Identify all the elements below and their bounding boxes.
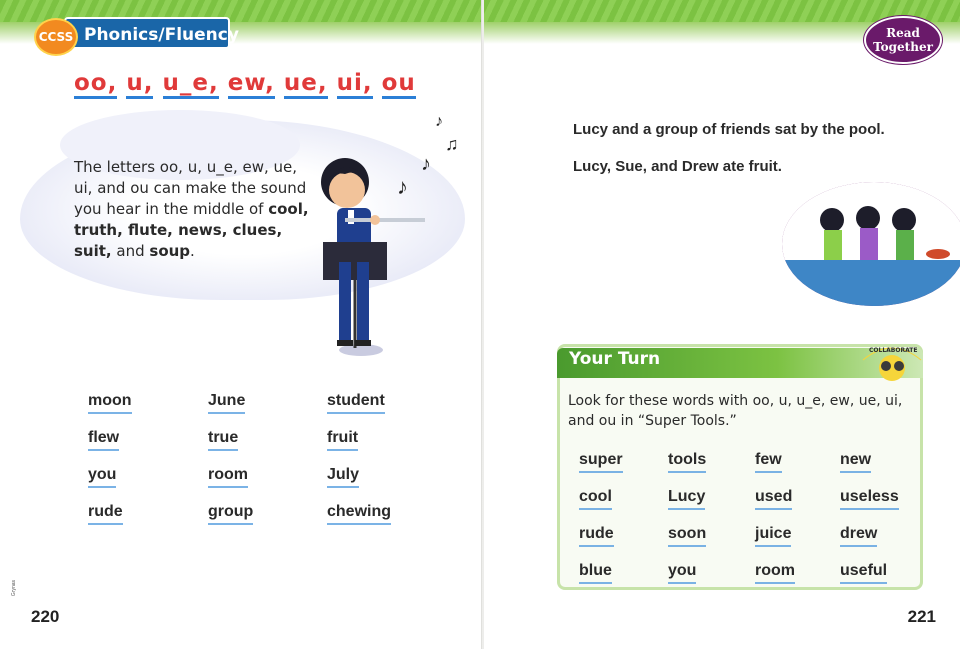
pattern-ui: ui, — [337, 70, 373, 99]
section-tag: Phonics/Fluency — [64, 17, 230, 49]
word-item: flew — [88, 429, 120, 446]
children-by-pool-illustration — [782, 180, 960, 308]
word-item: new — [840, 451, 872, 468]
side-caption: Grynas — [11, 579, 18, 597]
word-item: you — [88, 466, 117, 483]
word-item: super — [579, 451, 623, 468]
word-item: juice — [755, 525, 792, 542]
word-item: moon — [88, 392, 132, 409]
collaborate-badge — [859, 338, 925, 382]
word-item: rude — [88, 503, 123, 520]
word-item: rude — [579, 525, 614, 542]
your-turn-box — [557, 344, 923, 590]
word-item: drew — [840, 525, 878, 542]
word-item: tools — [668, 451, 707, 468]
word-item: June — [208, 392, 246, 409]
pattern-ue: ue, — [284, 70, 328, 99]
pattern-u-e: u_e, — [163, 70, 219, 99]
word-item: student — [327, 392, 385, 409]
word-item: group — [208, 503, 254, 520]
your-turn-title: Your Turn — [569, 349, 661, 369]
collaborate-label: COLLABORATE — [869, 347, 918, 354]
pattern-u: u, — [126, 70, 153, 99]
sentence-2: Lucy, Sue, and Drew ate fruit. — [573, 158, 782, 175]
svg-text:♪: ♪ — [435, 113, 443, 130]
svg-text:♪: ♪ — [421, 153, 431, 175]
sentence-1: Lucy and a group of friends sat by the pool. — [573, 121, 885, 138]
pattern-ew: ew, — [228, 70, 275, 99]
word-item: useless — [840, 488, 899, 505]
word-item: useful — [840, 562, 888, 579]
cloud-text: The letters oo, u, u_e, ew, ue, ui, and ou can make the sound you hear in the middle of cool, truth, flute, news, clues, suit, and soup. — [74, 158, 309, 260]
word-item: blue — [579, 562, 612, 579]
word-item: July — [327, 466, 360, 483]
word-item: room — [755, 562, 795, 579]
word-item: used — [755, 488, 793, 505]
right-page — [484, 0, 960, 649]
ccss-badge: CCSS — [34, 18, 78, 56]
word-item: cool — [579, 488, 612, 505]
svg-text:♫: ♫ — [445, 134, 459, 154]
boy-playing-flute-illustration — [315, 150, 430, 360]
spelling-patterns — [74, 70, 416, 96]
word-item: you — [668, 562, 697, 579]
page-number-left: 220 — [31, 607, 60, 626]
word-item: few — [755, 451, 782, 468]
your-turn-instruction: Look for these words with oo, u, u_e, ew, ue, ui, and ou in “Super Tools.” — [568, 393, 903, 429]
pattern-ou: ou — [382, 70, 416, 99]
read-together-badge: Read Together — [864, 16, 942, 64]
word-item: true — [208, 429, 239, 446]
word-item: fruit — [327, 429, 359, 446]
svg-text:♪: ♪ — [397, 174, 408, 198]
word-item: room — [208, 466, 248, 483]
word-item: chewing — [327, 503, 392, 520]
word-item: soon — [668, 525, 707, 542]
word-item: Lucy — [668, 488, 706, 505]
pattern-oo: oo, — [74, 70, 117, 99]
page-number-right: 221 — [907, 607, 936, 626]
